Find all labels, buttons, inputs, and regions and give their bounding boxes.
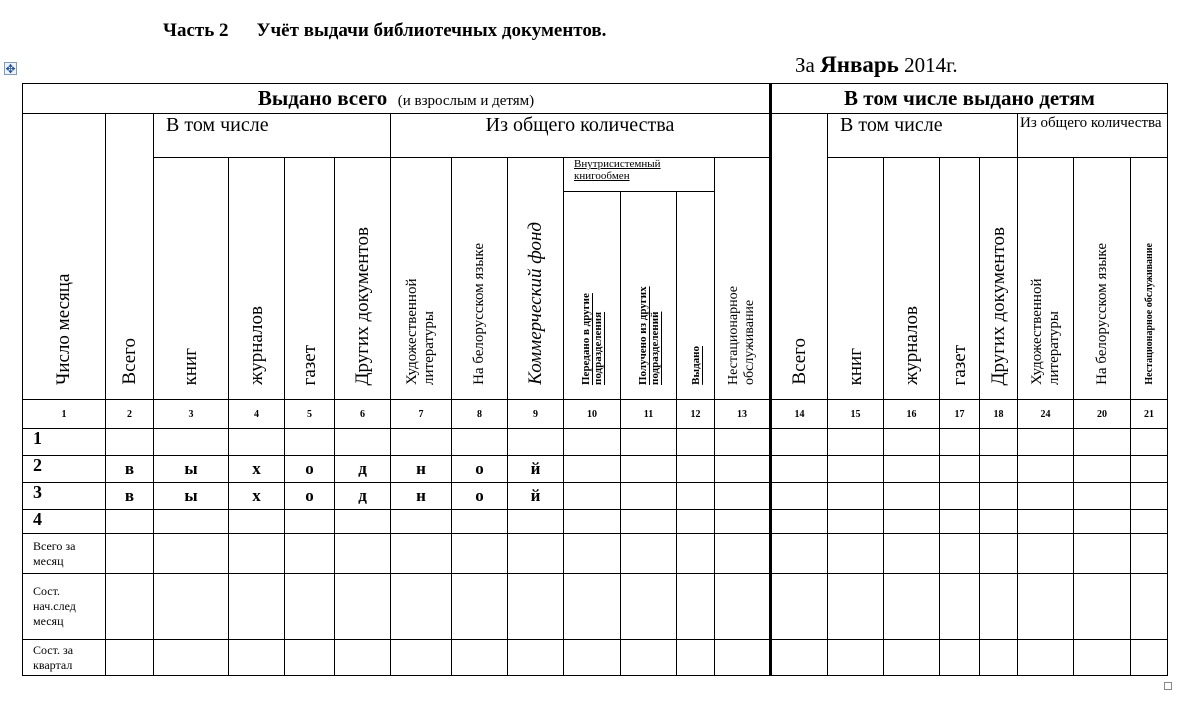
- col-belarusian-children: На белорусском языке: [1074, 158, 1131, 400]
- column-numbers-row: 1 2 3 4 5 6 7 8 9 10 11 12 13 14 15 16 17 18 24 20 21: [23, 400, 1168, 429]
- group-total-header: Выдано всего (и взрослым и детям): [23, 84, 771, 114]
- group-children-header: В том числе выдано детям: [771, 84, 1168, 114]
- col-fiction-children: Художественной литературы: [1018, 158, 1074, 400]
- col-other-docs: Других документов: [335, 158, 391, 400]
- col-other-docs-children: Других документов: [980, 158, 1018, 400]
- sub-of-total-children: Из общего количества: [1018, 114, 1168, 158]
- table-row: Сост. нач.след месяц: [23, 574, 1168, 640]
- table-row: 3 в ы х о д н о й: [23, 483, 1168, 510]
- page-title: [163, 20, 606, 42]
- period-year: 2014г.: [904, 53, 958, 77]
- col-issued: Выдано: [677, 192, 715, 400]
- col-total: Всего: [106, 114, 154, 400]
- title-text: Учёт выдачи библиотечных документов.: [256, 20, 607, 41]
- col-nonstationary-children: Нестационарное обслуживание: [1131, 158, 1168, 400]
- col-newspapers: газет: [285, 158, 335, 400]
- table-move-handle-icon[interactable]: ✥: [5, 62, 16, 76]
- sub-of-total: Из общего количества: [391, 114, 771, 158]
- col-total-children: Всего: [771, 114, 828, 400]
- col-sent: Передано в другие подразделения: [564, 192, 621, 400]
- col-belarusian: На белорусском языке: [452, 158, 508, 400]
- col-books-children: книг: [828, 158, 884, 400]
- sub-including-children: В том числе: [828, 114, 1018, 158]
- col-books: книг: [154, 158, 229, 400]
- table-row: 1: [23, 429, 1168, 456]
- sub-including: В том числе: [154, 114, 391, 158]
- table-row: Сост. за квартал: [23, 640, 1168, 676]
- report-period: [795, 52, 958, 78]
- table-resize-handle-icon[interactable]: [1164, 682, 1172, 690]
- col-day-month: Число месяца: [23, 114, 106, 400]
- sub-exchange: Внутрисистемный книгообмен: [564, 158, 715, 192]
- table-row: 2 в ы х о д н о й: [23, 456, 1168, 483]
- col-journals-children: журналов: [884, 158, 940, 400]
- col-fiction: Художественной литературы: [391, 158, 452, 400]
- table-row: Всего за месяц: [23, 534, 1168, 574]
- period-month: Январь: [820, 52, 899, 77]
- period-prefix: За: [795, 53, 815, 77]
- col-received: Получено из других подразделений: [621, 192, 677, 400]
- part-label: Часть 2: [163, 20, 229, 41]
- table-row: 4: [23, 510, 1168, 534]
- col-commercial: Коммерческий фонд: [508, 158, 564, 400]
- issue-table: [22, 83, 1168, 676]
- col-newspapers-children: газет: [940, 158, 980, 400]
- col-journals: журналов: [229, 158, 285, 400]
- col-nonstationary: Нестационарное обслуживание: [715, 158, 771, 400]
